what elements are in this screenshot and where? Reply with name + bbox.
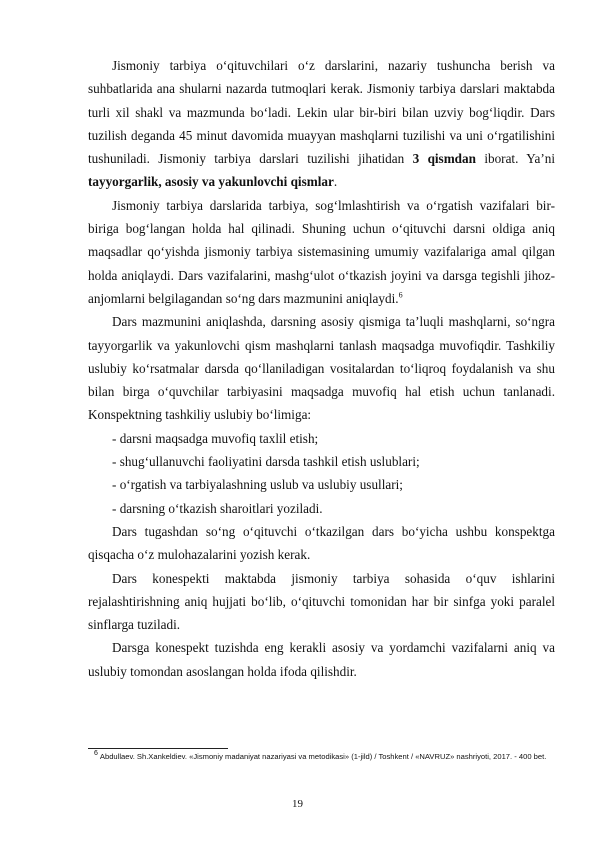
list-item-3: - o‘rgatish va tarbiyalashning uslub va uslubiy usullari;	[112, 477, 403, 493]
paragraph-1-end: .	[333, 174, 338, 190]
document-body	[88, 54, 555, 683]
page-number: 19	[292, 798, 303, 810]
paragraph-2-text: Jismoniy tarbiya darslarida tarbiya, sog‘lmlashtirish va o‘rgatish vazifalari bir- biriga bog‘langan holda hal qilinadi. Shuning uchun o‘qituvchi darsni oldiga aniq maqsadlar qo‘yishda jismoniy tarbiya sistemasining umumiy vazifalariga amal qilgan holda aniqlaydi. Dars vazifalarini, mashg‘ulot o‘tkazish joyini va darsga tegishli jihoz-anjomlarni belgilagandan so‘ng dars mazmunini aniqlaydi.	[88, 197, 555, 306]
paragraph-6: Darsga konespekt tuzishda eng kerakli asosiy va yordamchi vazifalarni aniq va uslubiy tomondan asoslangan holda ifoda qilishdir.	[88, 640, 555, 679]
footnote-text: Abdullaev. Sh.Xankeldiev. «Jismoniy madaniyat nazariyasi va metodikasi» (1-jild) / Toshkent / «NAVRUZ» nashriyoti, 2017. - 400 bet.	[99, 752, 547, 761]
paragraph-1	[88, 54, 555, 194]
paragraph-2	[88, 194, 555, 310]
paragraph-5: Dars konespekti maktabda jismoniy tarbiya sohasida o‘quv ishlarini rejalashtirishning aniq hujjati bo‘lib, o‘qituvchi tomonidan har bir sinfga yoki paralel sinflarga tuziladi.	[88, 570, 555, 633]
paragraph-1-text: Jismoniy tarbiya o‘qituvchilari o‘z darslarini, nazariy tushuncha berish va suhbatlarida ana shularni nazarda tutmoqlari kerak. Jismoniy tarbiya darslari maktabda turli xil shakl va mazmunda bo‘ladi. Lekin ular bir-biri bilan uzviy bog‘liqdir. Dars tuzilish deganda 45 minut davomida muayyan mashqlarni tuzilishi va uni o‘rgatilishini tushuniladi. Jismoniy tarbiya darslari tuzilishi jihatidan	[88, 58, 555, 167]
list-item-1: - darsni maqsadga muvofiq taxlil etish;	[112, 430, 319, 446]
list-item-2: - shug‘ullanuvchi faoliyatini darsda tashkil etish uslublari;	[112, 454, 420, 470]
bold-three-parts: 3 qismdan	[412, 151, 476, 167]
bold-lesson-parts: tayyorgarlik, asosiy va yakunlovchi qismlar	[88, 174, 334, 190]
footnote-number: 6	[94, 750, 98, 758]
paragraph-1-text-cont: iborat. Ya’ni	[475, 151, 555, 167]
paragraph-4: Dars tugashdan so‘ng o‘qituvchi o‘tkazilgan dars bo‘yicha ushbu konspektga qisqacha o‘z mulohazalarini yozish kerak.	[88, 523, 555, 563]
footnote	[94, 751, 564, 762]
paragraph-3: Dars mazmunini aniqlashda, darsning asosiy qismiga ta’luqli mashqlarni, so‘ngra tayyorgarlik va yakunlovchi qism mashqlarni tanlash maqsadga muvofiqdir. Tashkiliy uslubiy ko‘rsatmalar darsda qo‘llaniladigan vositalardan to‘liqroq foydalanish va shu bilan birga o‘quvchilar tarbiyasini maqsadga muvofiq hal etish uchun tanlanadi. Konspektning tashkiliy uslubiy bo‘limiga:	[88, 314, 555, 423]
list-item-4: - darsning o‘tkazish sharoitlari yoziladi.	[112, 500, 323, 516]
footnote-divider	[88, 748, 228, 749]
footnote-reference: 6	[398, 290, 403, 300]
